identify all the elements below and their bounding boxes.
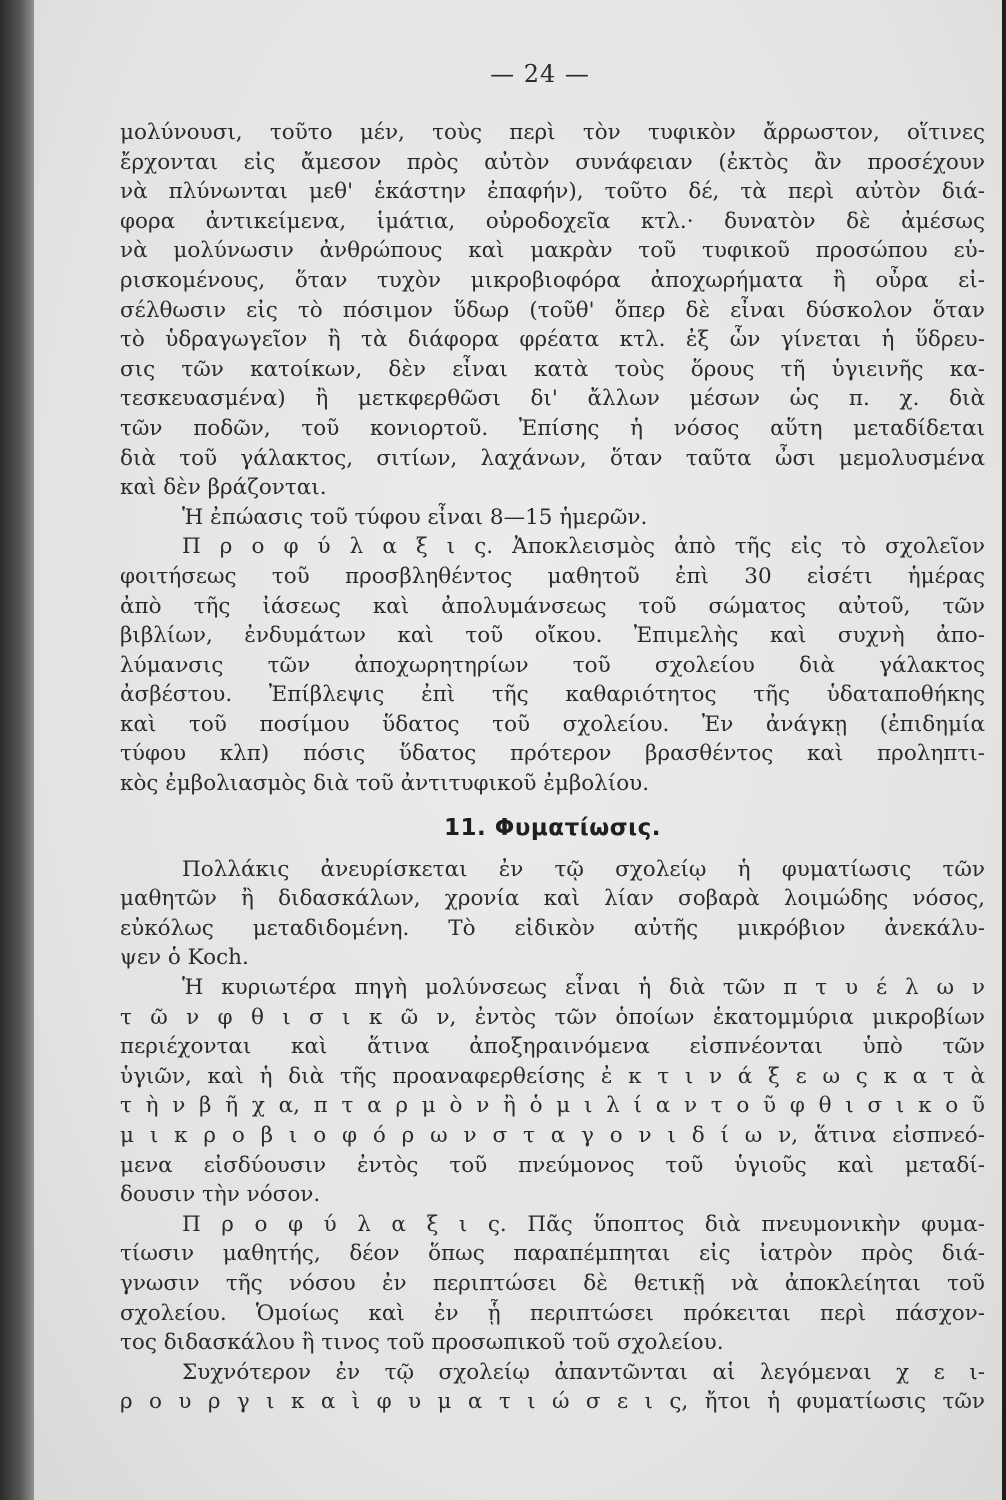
text-line: φοιτήσεως τοῦ προσβληθέντος μαθητοῦ ἐπὶ 30 εἰσέτι ἡμέρας bbox=[120, 563, 985, 589]
text-line: τος διδασκάλου ἢ τινος τοῦ προσωπικοῦ τοῦ σχολείου. bbox=[120, 1330, 724, 1356]
text-line: νὰ μολύνωσιν ἀνθρώπους καὶ μακρὰν τοῦ τυφικοῦ προσώπου εὑ- bbox=[120, 238, 985, 264]
text-line: ρισκομένους, ὅταν τυχὸν μικροβιοφόρα ἀποχωρήματα ἢ οὖρα εἰ- bbox=[120, 267, 985, 293]
text-line: τ ὴ ν β ῆ χ α, π τ α ρ μ ὸ ν ἢ ὁ μ ι λ ί α ν τ ο ῦ φ θ ι σ ι κ ο ῦ bbox=[120, 1093, 985, 1119]
text-line: τὸ ὑδραγωγεῖον ἢ τὰ διάφορα φρέατα κτλ. ἐξ ὧν γίνεται ἡ ὕδρευ- bbox=[120, 327, 985, 353]
text-line: καὶ δὲν βράζονται. bbox=[120, 475, 327, 501]
text-block-typhoid bbox=[120, 118, 985, 799]
page-number: — 24 — bbox=[490, 60, 590, 88]
text-line: ψεν ὁ Koch. bbox=[120, 945, 249, 971]
text-line: διὰ τοῦ γάλακτος, σιτίων, λαχάνων, ὅταν ταῦτα ὦσι μεμολυσμένα bbox=[120, 445, 985, 471]
text-line: Πολλάκις ἀνευρίσκεται ἐν τῷ σχολείῳ ἡ φυματίωσις τῶν bbox=[182, 856, 985, 882]
scan-dark-edge bbox=[0, 0, 36, 1500]
text-line: φορα ἀντικείμενα, ἱμάτια, οὐροδοχεῖα κτλ.· δυνατὸν δὲ ἀμέσως bbox=[120, 208, 985, 234]
text-line: σις τῶν κατοίκων, δὲν εἶναι κατὰ τοὺς ὅρους τῆ ὑγιεινῆς κα- bbox=[120, 356, 985, 382]
text-line: ἀσβέστου. Ἐπίβλεψις ἐπὶ τῆς καθαριότητος τῆς ὑδαταποθήκης bbox=[120, 682, 985, 708]
section-heading: 11. Φυματίωσις. bbox=[444, 814, 661, 841]
text-line: τῶν ποδῶν, τοῦ κονιορτοῦ. Ἐπίσης ἡ νόσος αὕτη μεταδίδεται bbox=[120, 415, 985, 441]
text-line: νὰ πλύνωνται μεθ' ἑκάστην ἐπαφήν), τοῦτο δέ, τὰ περὶ αὐτὸν διά- bbox=[120, 179, 985, 205]
page-body bbox=[120, 118, 985, 1417]
text-line: σέλθωσιν εἰς τὸ πόσιμον ὕδωρ (τοῦθ' ὅπερ δὲ εἶναι δύσκολον ὅταν bbox=[120, 297, 985, 323]
text-line: μαθητῶν ἢ διδασκάλων, χρονία καὶ λίαν σοβαρὰ λοιμώδης νόσος, bbox=[120, 886, 985, 912]
text-line: τίωσιν μαθητής, δέον ὅπως παραπέμπηται εἰς ἰατρὸν πρὸς διά- bbox=[120, 1241, 985, 1267]
text-line: λύμανσις τῶν ἀποχωρητηρίων τοῦ σχολείου διὰ γάλακτος bbox=[120, 652, 985, 678]
text-line: Π ρ ο φ ύ λ α ξ ι ς. Πᾶς ὕποπτος διὰ πνευμονικὴν φυμα- bbox=[182, 1211, 985, 1237]
text-line: ἀπὸ τῆς ἰάσεως καὶ ἀπολυμάνσεως τοῦ σώματος αὐτοῦ, τῶν bbox=[120, 593, 985, 619]
text-line: ὑγιῶν, καὶ ἡ διὰ τῆς προαναφερθείσης ἐ κ τ ι ν ά ξ ε ω ς κ α τ ὰ bbox=[120, 1063, 985, 1089]
text-line: τ ῶ ν φ θ ι σ ι κ ῶ ν, ἐντὸς τῶν ὁποίων ἑκατομμύρια μικροβίων bbox=[120, 1004, 985, 1030]
text-line: γνωσιν τῆς νόσου ἐν περιπτώσει δὲ θετικῇ νὰ ἀποκλείηται τοῦ bbox=[120, 1270, 985, 1296]
text-line: τεσκευασμένα) ἢ μετκφερθῶσι δι' ἄλλων μέσων ὡς π. χ. διὰ bbox=[120, 386, 985, 412]
text-line: δουσιν τὴν νόσον. bbox=[120, 1182, 321, 1208]
text-line: εὐκόλως μεταδιδομένη. Τὸ εἰδικὸν αὐτῆς μικρόβιον ἀνεκάλυ- bbox=[120, 915, 985, 941]
text-line: σχολείου. Ὁμοίως καὶ ἐν ᾗ περιπτώσει πρόκειται περὶ πάσχον- bbox=[120, 1300, 985, 1326]
text-line: κὸς ἐμβολιασμὸς διὰ τοῦ ἀντιτυφικοῦ ἐμβολίου. bbox=[120, 771, 650, 797]
text-line: περιέχονται καὶ ἅτινα ἀποξηραινόμενα εἰσπνέονται ὑπὸ τῶν bbox=[120, 1034, 985, 1060]
text-line: μ ι κ ρ ο β ι ο φ ό ρ ω ν σ τ α γ ο ν ι δ ί ω ν, ἅτινα εἰσπνεό- bbox=[120, 1123, 985, 1148]
text-line: καὶ τοῦ ποσίμου ὕδατος τοῦ σχολείου. Ἐν ἀνάγκῃ (ἐπιδημία bbox=[120, 711, 985, 737]
text-line: τύφου κλπ) πόσις ὕδατος πρότερον βρασθέντος καὶ προληπτι- bbox=[120, 741, 985, 767]
text-line: ρ ο υ ρ γ ι κ α ὶ φ υ μ α τ ι ώ σ ε ι ς, ἤτοι ἡ φυματίωσις τῶν bbox=[120, 1389, 985, 1415]
text-block-tuberculosis bbox=[120, 855, 985, 1417]
text-line: βιβλίων, ἐνδυμάτων καὶ τοῦ οἴκου. Ἐπιμελὴς καὶ συχνὴ ἀπο- bbox=[120, 623, 985, 649]
text-line: Ἡ κυριωτέρα πηγὴ μολύνσεως εἶναι ἡ διὰ τῶν π τ υ έ λ ω ν bbox=[182, 975, 985, 1001]
text-line: Συχνότερον ἐν τῷ σχολείῳ ἀπαντῶνται αἱ λεγόμεναι χ ε ι- bbox=[182, 1359, 985, 1385]
text-line: Ἡ ἐπώασις τοῦ τύφου εἶναι 8—15 ἡμερῶν. bbox=[182, 504, 648, 530]
text-line: μενα εἰσδύουσιν ἐντὸς τοῦ πνεύμονος τοῦ ὑγιοῦς καὶ μεταδί- bbox=[120, 1152, 985, 1178]
text-line: ἔρχονται εἰς ἄμεσον πρὸς αὐτὸν συνάφειαν (ἐκτὸς ἂν προσέχουν bbox=[120, 149, 985, 175]
text-line: Π ρ ο φ ύ λ α ξ ι ς. Ἀποκλεισμὸς ἀπὸ τῆς εἰς τὸ σχολεῖον bbox=[182, 534, 985, 560]
text-line: μολύνουσι, τοῦτο μέν, τοὺς περὶ τὸν τυφικὸν ἄρρωστον, οἵτινες bbox=[120, 120, 985, 145]
